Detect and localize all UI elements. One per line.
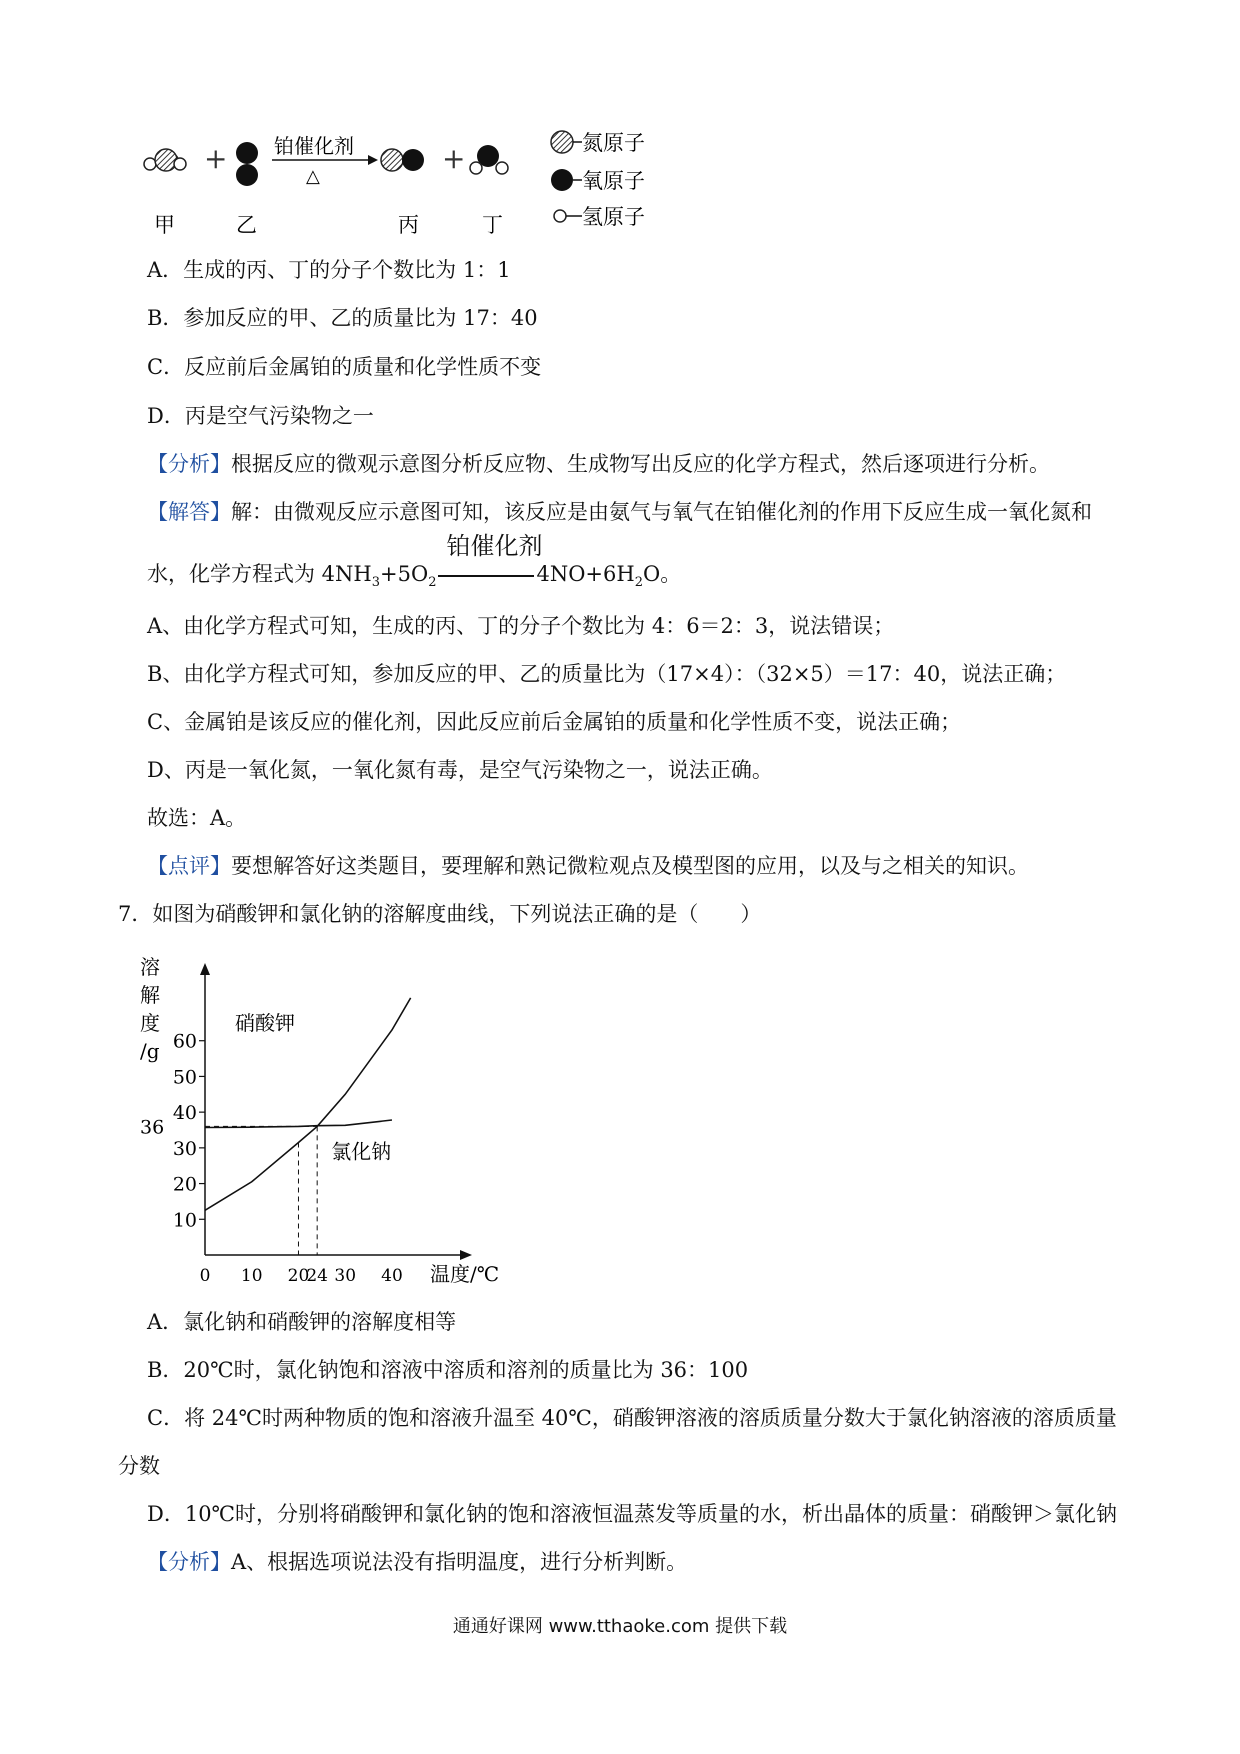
sub-2b: 2	[634, 575, 643, 591]
plus-sign: +	[204, 142, 228, 175]
q6-answer-line1	[147, 500, 1092, 525]
x-tick-label: 0	[199, 1266, 211, 1286]
plus-sign-2: +	[442, 142, 466, 175]
y-axis-label-char: 度	[140, 1011, 160, 1035]
y-axis-label-char: 溶	[140, 955, 160, 979]
legend-oxygen-label: 氧原子	[582, 169, 645, 193]
analysis-tag: 【分析】	[147, 452, 231, 476]
y-tick-label-special: 36	[140, 1116, 165, 1139]
q6-equation	[147, 532, 682, 591]
equation-condition	[436, 532, 543, 587]
q6-analysis	[147, 452, 1050, 477]
q6-line-d: D、丙是一氧化氮，一氧化氮有毒，是空气污染物之一，说法正确。	[147, 758, 773, 782]
label-bing: 丙	[398, 213, 419, 237]
legend	[551, 131, 645, 229]
equation-o2: +5O	[380, 562, 429, 586]
x-tick-label: 40	[381, 1266, 403, 1286]
q6-answer-choice: 故选：A。	[147, 806, 247, 830]
y-axis-label	[140, 955, 160, 1063]
x-axis-label: 温度/℃	[430, 1262, 500, 1286]
legend-nitrogen-label: 氮原子	[582, 131, 645, 155]
y-tick-label: 60	[172, 1030, 197, 1053]
analysis-text: 根据反应的微观示意图分析反应物、生成物写出反应的化学方程式，然后逐项进行分析。	[231, 452, 1050, 476]
answer-tag: 【解答】	[147, 500, 231, 524]
y-tick-label: 10	[172, 1209, 197, 1232]
label-yi: 乙	[236, 213, 257, 237]
q7-option-c: C．将 24℃时两种物质的饱和溶液升温至 40℃，硝酸钾溶液的溶质质量分数大于氯化钠溶液的溶质质量	[147, 1406, 1117, 1430]
x-tick-label: 10	[240, 1266, 263, 1286]
sub-3: 3	[371, 575, 381, 591]
ammonia-molecule-icon	[144, 149, 186, 171]
y-tick-label: 50	[172, 1066, 197, 1089]
x-tick-label: 20	[287, 1266, 310, 1286]
equation-end: O。	[643, 562, 682, 586]
water-molecule-icon	[470, 145, 508, 174]
arrow-heat-label: △	[306, 166, 320, 187]
hatched-circle-icon	[551, 131, 573, 153]
q6-option-b: B．参加反应的甲、乙的质量比为 17：40	[147, 306, 538, 330]
series-label-potassium-nitrate: 硝酸钾	[235, 1011, 295, 1035]
y-tick-label: 30	[172, 1137, 197, 1160]
q6-option-c: C．反应前后金属铂的质量和化学性质不变	[147, 355, 542, 379]
q7-option-b: B．20℃时，氯化钠饱和溶液中溶质和溶剂的质量比为 36：100	[147, 1358, 749, 1382]
sub-2: 2	[428, 575, 437, 591]
arrow-catalyst-label: 铂催化剂	[274, 134, 354, 158]
q6-line-c: C、金属铂是该反应的催化剂，因此反应前后金属铂的质量和化学性质不变，说法正确；	[147, 710, 962, 734]
reaction-diagram	[140, 120, 740, 250]
comment-tag: 【点评】	[147, 854, 231, 878]
footer: 通通好课网 www.tthaoke.com 提供下载	[452, 1616, 788, 1637]
x-tick-label: 30	[334, 1266, 357, 1286]
q7-option-a: A．氯化钠和硝酸钾的溶解度相等	[147, 1310, 457, 1334]
oxygen-molecule-icon	[236, 142, 258, 186]
equation-catalyst: 铂催化剂	[446, 532, 543, 560]
label-jia: 甲	[154, 213, 175, 237]
series-label-sodium-chloride: 氯化钠	[331, 1139, 392, 1164]
y-tick-label: 20	[172, 1173, 197, 1196]
y-axis-arrow-icon	[200, 963, 210, 975]
label-ding: 丁	[482, 213, 503, 237]
white-circle-icon	[554, 210, 566, 222]
q7-option-d: D．10℃时，分别将硝酸钾和氯化钠的饱和溶液恒温蒸发等质量的水，析出晶体的质量：硝酸钾＞氯化钠	[147, 1502, 1118, 1526]
answer-text: 解：由微观反应示意图可知，该反应是由氨气与氧气在铂催化剂的作用下反应生成一氧化氮和	[231, 500, 1092, 524]
x-axis-arrow-icon	[460, 1250, 472, 1260]
comment-text: 要想解答好这类题目，要理解和熟记微粒观点及模型图的应用，以及与之相关的知识。	[231, 854, 1029, 878]
q7-analysis	[147, 1550, 687, 1575]
q7-stem: 7．如图为硝酸钾和氯化钠的溶解度曲线，下列说法正确的是（ ）	[118, 902, 762, 926]
equation-suffix: 4NO+6H	[536, 562, 635, 586]
solubility-chart-svg	[140, 950, 500, 1290]
nitric-oxide-molecule-icon	[381, 149, 424, 171]
reaction-svg	[140, 120, 740, 250]
equation-prefix: 水，化学方程式为 4NH	[147, 562, 372, 586]
y-axis-label-char: 解	[140, 983, 160, 1007]
legend-hydrogen-label: 氢原子	[582, 205, 645, 229]
q6-option-a: A．生成的丙、丁的分子个数比为 1：1	[147, 258, 511, 282]
q7-option-c-cont: 分数	[118, 1454, 160, 1478]
y-axis-label-char: /g	[140, 1039, 160, 1063]
q6-option-d: D．丙是空气污染物之一	[147, 404, 374, 428]
solubility-chart	[140, 950, 500, 1290]
arrow-head-icon	[368, 155, 378, 165]
x-tick-label: 24	[306, 1266, 328, 1286]
q6-line-a: A、由化学方程式可知，生成的丙、丁的分子个数比为 4：6＝2：3，说法错误；	[147, 614, 895, 638]
q6-comment	[147, 854, 1029, 879]
analysis-tag-2: 【分析】	[147, 1550, 231, 1574]
analysis-text-2: A、根据选项说法没有指明温度，进行分析判断。	[231, 1550, 688, 1574]
black-circle-icon	[551, 169, 573, 191]
q6-line-b: B、由化学方程式可知，参加反应的甲、乙的质量比为（17×4）：（32×5）＝17：40，说法正确；	[147, 662, 1067, 686]
y-tick-label: 40	[172, 1102, 197, 1125]
